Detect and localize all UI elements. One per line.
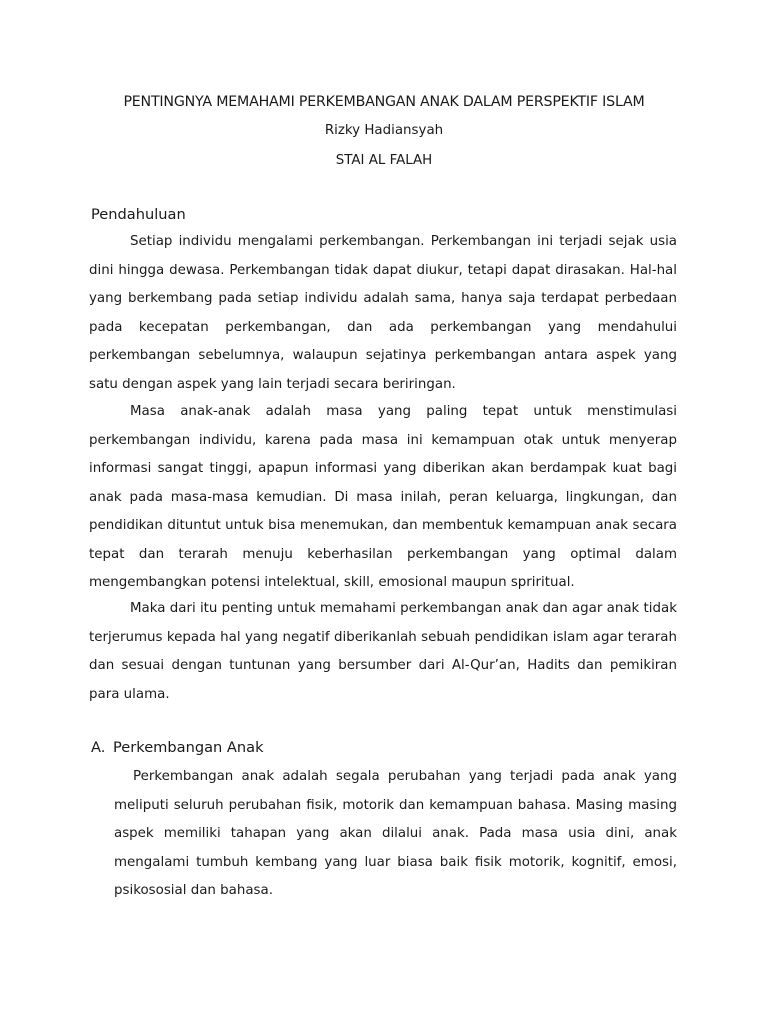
document-affiliation: STAI AL FALAH — [335, 153, 433, 168]
section-heading-intro: Pendahuluan — [91, 206, 186, 223]
paragraph: Setiap individu mengalami perkembangan. Perkembangan ini terjadi sejak usia dini hingga dewasa. Perkembangan tidak dapat diukur, tetapi dapat dirasakan. Hal-hal yang berkembang pada setiap individu adalah sama, hanya saja terdapat perbedaan pada kecepatan perkembangan, dan ada perkembangan yang mendahului perkembangan sebelumnya, walaupun sejatinya perkembangan antara aspek yang satu dengan aspek yang lain terjadi secara beriringan. — [89, 234, 677, 392]
section-heading-a — [91, 738, 264, 758]
paragraph: Perkembangan anak adalah segala perubahan yang terjadi pada anak yang meliputi seluruh perubahan fisik, motorik dan kemampuan bahasa. Masing masing aspek memiliki tahapan yang akan dilalui anak. Pada masa usia dini, anak mengalami tumbuh kembang yang luar biasa baik fisik motorik, kognitif, emosi, psikososial dan bahasa. — [114, 769, 677, 898]
section-title: Perkembangan Anak — [113, 739, 264, 756]
paragraph: Masa anak-anak adalah masa yang paling tepat untuk menstimulasi perkembangan individu, karena pada masa ini kemampuan otak untuk menyerap informasi sangat tinggi, apapun informasi yang diberikan akan berdampak kuat bagi anak pada masa-masa kemudian. Di masa inilah, peran keluarga, lingkungan, dan pendidikan dituntut untuk bisa menemukan, dan membentuk kemampuan anak secara tepat dan terarah menuju keberhasilan perkembangan yang optimal dalam mengembangkan potensi intelektual, skill, emosional maupun spriritual. — [89, 404, 677, 590]
document-title: PENTINGNYA MEMAHAMI PERKEMBANGAN ANAK DALAM PERSPEKTIF ISLAM — [123, 94, 645, 110]
section-letter: A. — [91, 739, 106, 756]
document-author: Rizky Hadiansyah — [324, 123, 444, 138]
paragraph: Maka dari itu penting untuk memahami perkembangan anak dan agar anak tidak terjerumus kepada hal yang negatif diberikanlah sebuah pendidikan islam agar terarah dan sesuai dengan tuntunan yang bersumber dari Al-Qur’an, Hadits dan pemikiran para ulama. — [89, 601, 677, 702]
